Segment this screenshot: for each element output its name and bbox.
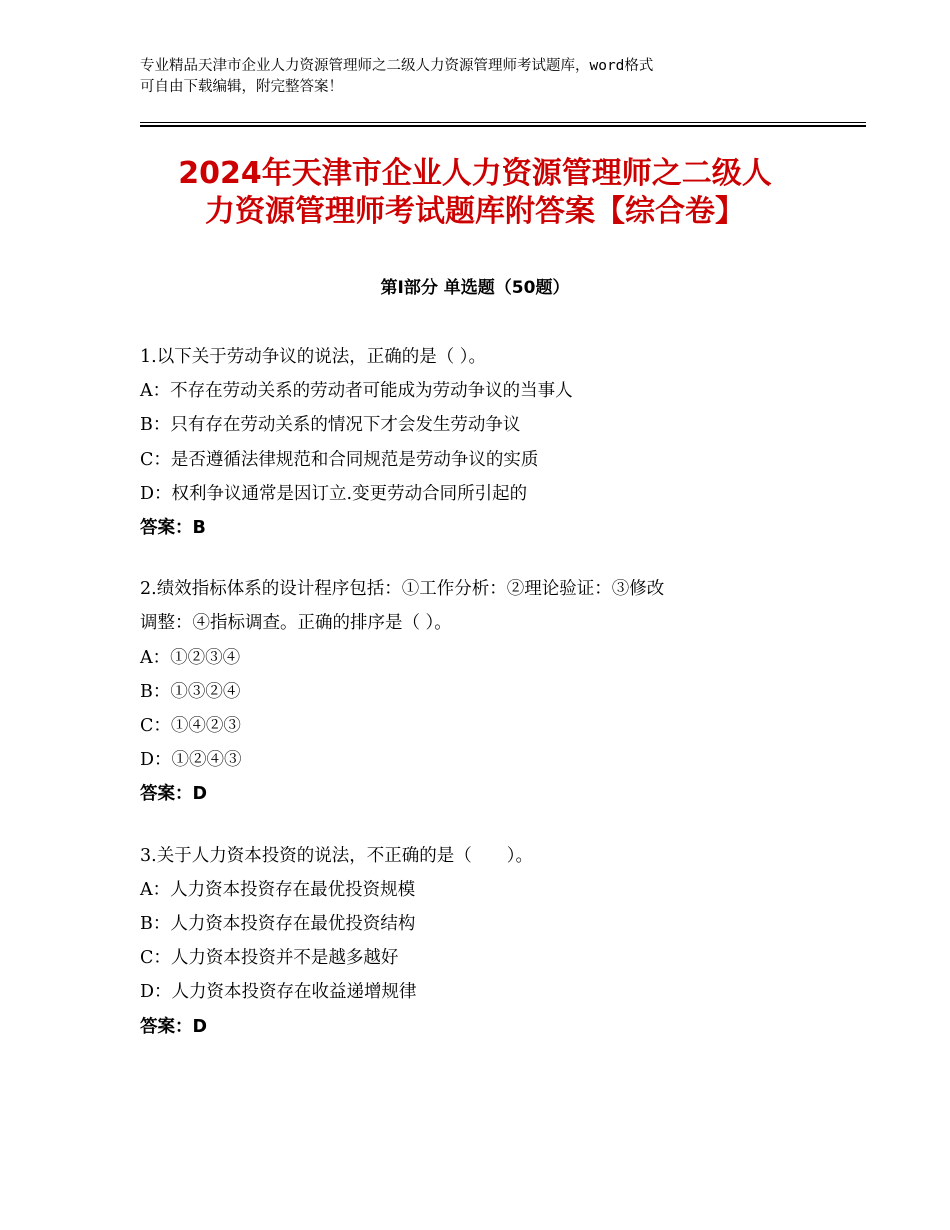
option-d: D：①②④③ — [140, 750, 242, 771]
option-a: A：人力资本投资存在最优投资规模 — [140, 879, 416, 900]
option-b: B：只有存在劳动关系的情况下才会发生劳动争议 — [140, 415, 521, 436]
document-title — [100, 155, 850, 231]
question-1 — [140, 340, 820, 545]
answer: 答案：D — [140, 1016, 208, 1037]
question-list — [140, 340, 820, 1071]
option-d: D：人力资本投资存在收益递增规律 — [140, 982, 417, 1003]
header-note-line-2: 可自由下载编辑，附完整答案！ — [140, 79, 343, 95]
question-stem: 1.以下关于劳动争议的说法，正确的是（ ）。 — [140, 347, 487, 367]
option-c: C：人力资本投资并不是越多越好 — [140, 948, 399, 969]
header-note-line-1: 专业精品天津市企业人力资源管理师之二级人力资源管理师考试题库，word格式 — [140, 58, 654, 74]
question-stem: 3.关于人力资本投资的说法，不正确的是（ ）。 — [140, 845, 533, 866]
header-rule-thick — [140, 125, 866, 127]
answer: 答案：D — [140, 784, 208, 805]
document-title-line-2: 力资源管理师考试题库附答案【综合卷】 — [205, 194, 745, 229]
option-b: B：人力资本投资存在最优投资结构 — [140, 914, 416, 935]
option-c: C：①④②③ — [140, 716, 241, 737]
question-2 — [140, 572, 820, 811]
option-d: D：权利争议通常是因订立.变更劳动合同所引起的 — [140, 483, 528, 504]
option-b: B：①③②④ — [140, 681, 241, 702]
document-title-line-1: 2024年天津市企业人力资源管理师之二级人 — [178, 156, 772, 191]
answer: 答案：B — [140, 518, 206, 539]
question-3 — [140, 839, 820, 1044]
option-c: C：是否遵循法律规范和合同规范是劳动争议的实质 — [140, 449, 539, 470]
header-rule-thin — [140, 122, 866, 123]
question-stem-continued: 调整：④指标调查。正确的排序是（ ）。 — [140, 613, 452, 634]
option-a: A：不存在劳动关系的劳动者可能成为劳动争议的当事人 — [140, 381, 573, 402]
header-note — [140, 56, 810, 98]
section-title: 第Ⅰ部分 单选题（50题） — [380, 278, 570, 298]
question-stem: 2.绩效指标体系的设计程序包括：①工作分析：②理论验证：③修改 — [140, 579, 665, 600]
option-a: A：①②③④ — [140, 647, 241, 668]
